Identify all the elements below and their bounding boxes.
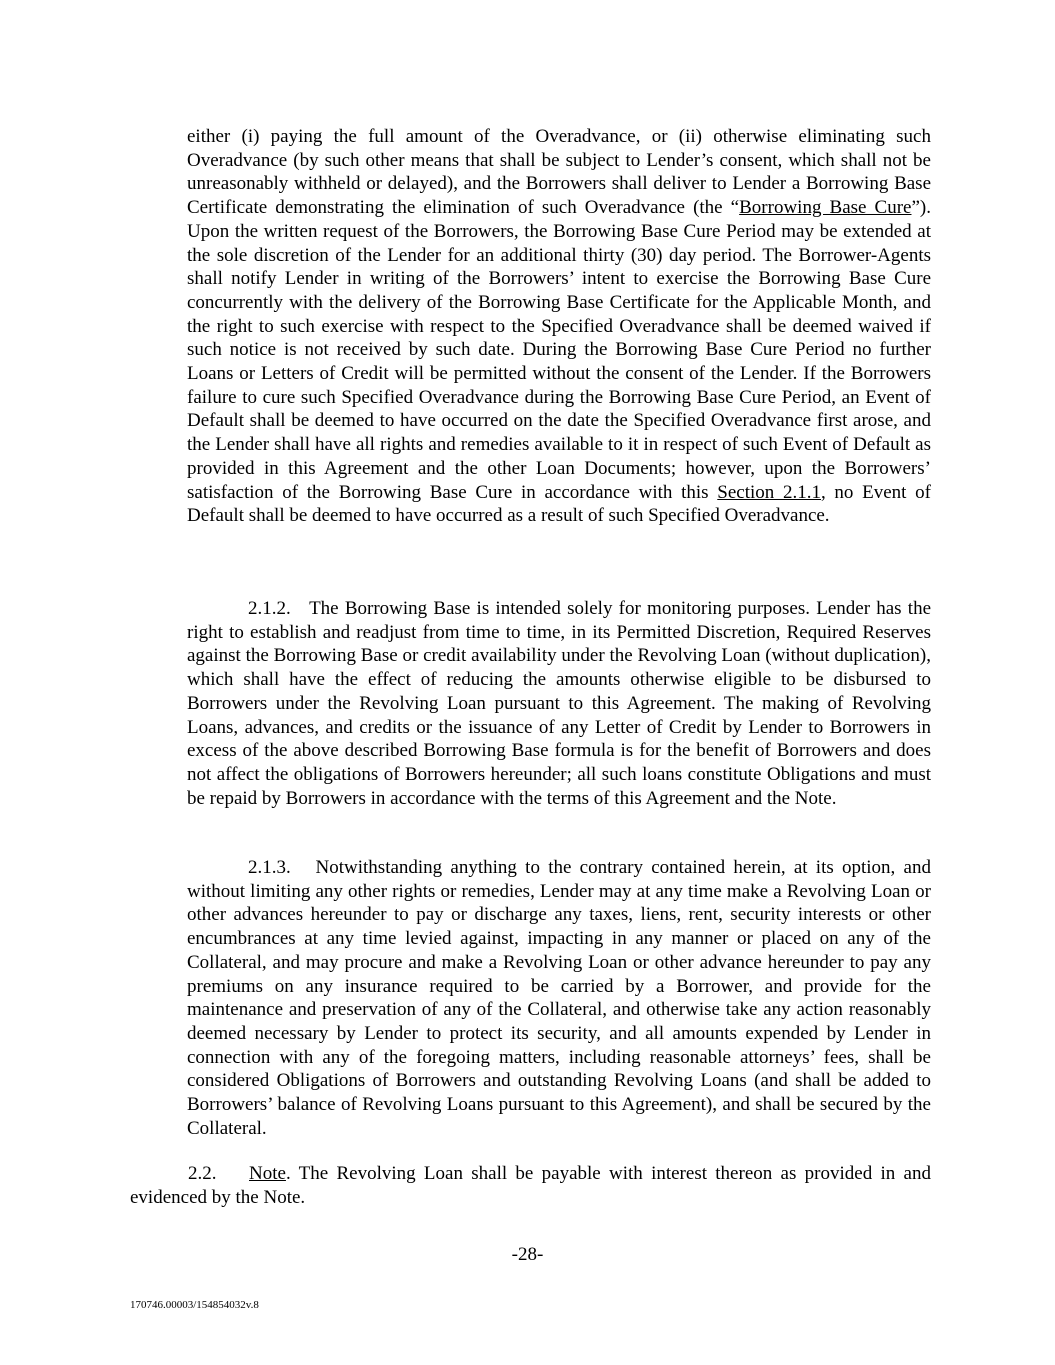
section-reference: Section 2.1.1 bbox=[717, 481, 821, 503]
paragraph-text: either (i) paying the full amount of the Overadvance, or (ii) otherwise eliminating such Overadvance (by such other means that shall be subject to Lender’s consent, which shall not be unreasonably withheld or delayed), and the Borrowers shall deliver to Lender a Borrowing Base Certificate demonstrating the elimination of such Overadvance (the “ bbox=[187, 126, 931, 219]
section-2-1-2 bbox=[187, 597, 931, 810]
paragraph-text: , no Event of Default shall be deemed to have occurred as a result of such Specified Overadvance. bbox=[187, 481, 931, 527]
section-number: 2.1.3. bbox=[248, 857, 291, 878]
paragraph-text: The Borrowing Base is intended solely for monitoring purposes. Lender has the right to establish and readjust from time to time, in its Permitted Discretion, Required Reserves against the Borrowing Base or credit availability under the Revolving Loan (without duplication), which shall have the effect of reducing the amounts otherwise eligible to be disbursed to Borrowers under the Revolving Loan pursuant to this Agreement. The making of Revolving Loans, advances, and credits or the issuance of any Letter of Credit by Lender to Borrowers in excess of the above described Borrowing Base formula is for the benefit of Borrowers and does not affect the obligations of Borrowers hereunder; all such loans constitute Obligations and must be repaid by Borrowers in accordance with the terms of this Agreement and the Note. bbox=[187, 598, 931, 809]
section-heading: Note bbox=[249, 1163, 286, 1184]
paragraph-text: . The Revolving Loan shall be payable with interest thereon as provided in and evidenced by the Note. bbox=[130, 1163, 931, 1208]
paragraph-text: ”). Upon the written request of the Borrowers, the Borrowing Base Cure Period may be extended at the sole discretion of the Lender for an additional thirty (30) day period. The Borrower-Agents shall notify Lender in writing of the Borrowers’ intent to exercise the Borrowing Base Cure concurrently with the delivery of the Borrowing Base Certificate for the Applicable Month, and the right to such exercise with respect to the Specified Overadvance shall be deemed waived if such notice is not received by such date. During the Borrowing Base Cure Period no further Loans or Letters of Credit will be permitted without the consent of the Lender. If the Borrowers failure to cure such Specified Overadvance during the Borrowing Base Cure Period, an Event of Default shall be deemed to have occurred on the date the Specified Overadvance first arose, and the Lender shall have all rights and remedies available to it in respect of such Event of Default as provided in this Agreement and the other Loan Documents; however, upon the Borrowers’ satisfaction of the Borrowing Base Cure in accordance with this bbox=[187, 197, 931, 503]
defined-term-borrowing-base-cure: Borrowing Base Cure bbox=[739, 197, 912, 219]
section-2-1-3 bbox=[187, 856, 931, 1140]
paragraph-overadvance-cure bbox=[187, 125, 931, 528]
document-id: 170746.00003/154854032v.8 bbox=[130, 1299, 259, 1311]
section-number: 2.2. bbox=[188, 1163, 217, 1184]
section-2-2 bbox=[130, 1162, 931, 1209]
page-number: -28- bbox=[511, 1244, 544, 1265]
paragraph-text: Notwithstanding anything to the contrary contained herein, at its option, and without limiting any other rights or remedies, Lender may at any time make a Revolving Loan or other advances hereunder to pay or discharge any taxes, liens, rent, security interests or other encumbrances at any time levied against, impacting in any manner or placed on any of the Collateral, and may procure and make a Revolving Loan or other advance hereunder to pay any premiums on any insurance required to be carried by a Borrower, and provide for the maintenance and preservation of any of the Collateral, and otherwise take any action reasonably deemed necessary by Lender to protect its security, and all amounts expended by Lender in connection with any of the foregoing matters, including reasonable attorneys’ fees, shall be considered Obligations of Borrowers and outstanding Revolving Loans (and shall be added to Borrowers’ balance of Revolving Loans pursuant to this Agreement), and shall be secured by the Collateral. bbox=[187, 857, 931, 1139]
section-number: 2.1.2. bbox=[248, 598, 291, 619]
